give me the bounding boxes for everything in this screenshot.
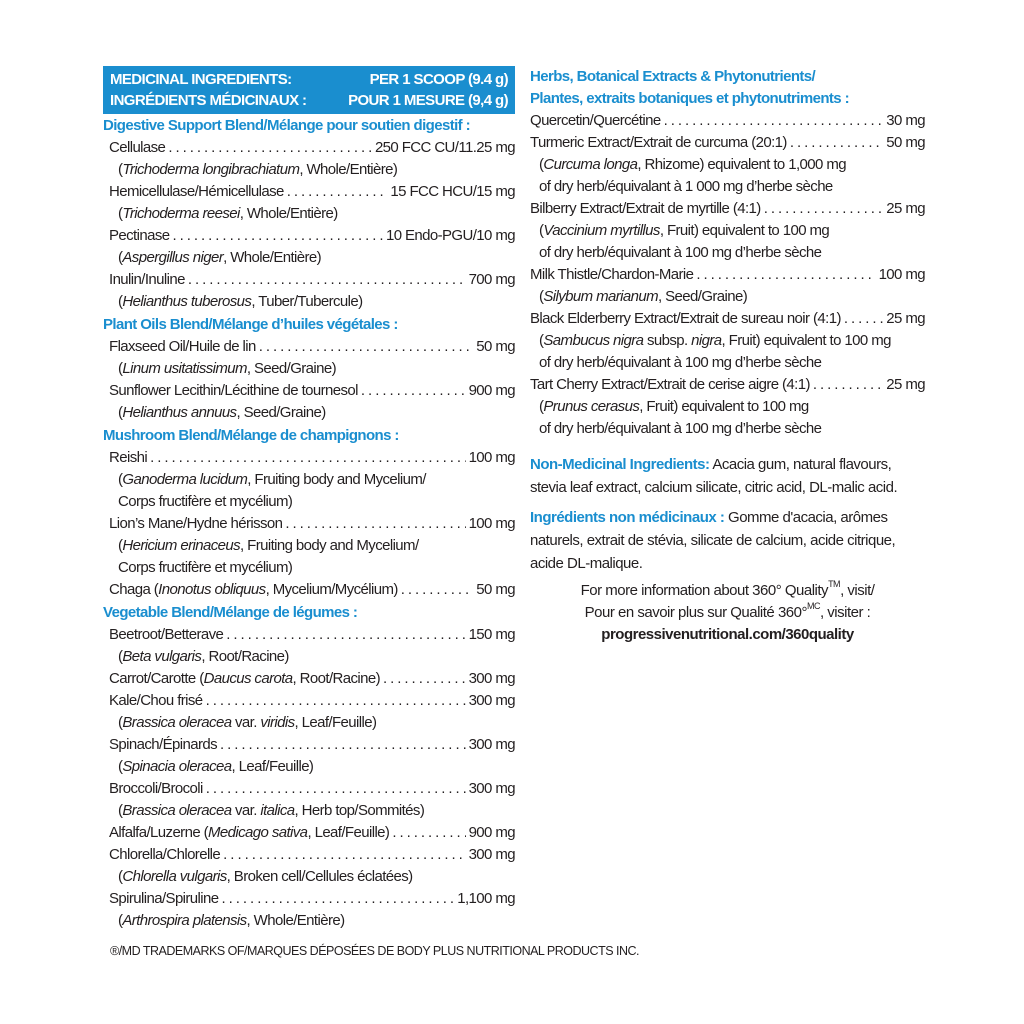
ingredient-line [109, 137, 515, 159]
ingredient-amount: 30 mg [886, 112, 925, 129]
ingredient-item [103, 336, 515, 380]
ingredient-amount: 300 mg [468, 736, 515, 753]
ingredient-line [109, 336, 515, 358]
ingredient-item [103, 181, 515, 225]
ingredient-source: (Chlorella vulgaris, Broken cell/Cellules éclatées) [118, 868, 413, 885]
ingredient-name: Hemicellulase/Hémicellulase [109, 183, 284, 200]
ingredient-source: (Trichoderma reesei, Whole/Entière) [118, 205, 338, 222]
header-left-en: MEDICINAL INGREDIENTS: [110, 71, 292, 88]
ingredient-amount: 300 mg [468, 692, 515, 709]
ingredient-item [530, 264, 925, 308]
ingredient-amount: 700 mg [468, 271, 515, 288]
ingredient-name: Beetroot/Betterave [109, 626, 224, 643]
more-info-en-text: For more information about 360° Quality [580, 582, 829, 599]
ingredient-item [103, 447, 515, 513]
header-right-fr: POUR 1 MESURE (9,4 g) [348, 92, 508, 109]
ingredient-name: Carrot/Carotte (Daucus carota, Root/Racine) [109, 670, 381, 687]
ingredient-source: (Arthrospira platensis, Whole/Entière) [118, 912, 345, 929]
dot-leader [172, 225, 382, 247]
herbs-column [530, 66, 925, 575]
ingredient-source: (Trichoderma longibrachiatum, Whole/Entière) [118, 161, 398, 178]
ingredient-amount: 50 mg [886, 134, 925, 151]
ingredient-source: (Curcuma longa, Rhizome) equivalent to 1,000 mg [539, 156, 846, 173]
ingredients-header [103, 66, 515, 114]
ingredient-item [530, 308, 925, 374]
blend-title: Plant Oils Blend/Mélange d’huiles végétales : [103, 316, 398, 333]
ingredient-amount: 25 mg [886, 310, 925, 327]
header-right-en: PER 1 SCOOP (9.4 g) [369, 71, 508, 88]
ingredient-name: Lion’s Mane/Hydne hérisson [109, 515, 283, 532]
dot-leader [188, 269, 466, 291]
ingredient-source: (Spinacia oleracea, Leaf/Feuille) [118, 758, 314, 775]
ingredient-source: (Beta vulgaris, Root/Racine) [118, 648, 289, 665]
ingredient-amount: 300 mg [468, 780, 515, 797]
ingredient-amount: 900 mg [468, 824, 515, 841]
ingredient-amount: 50 mg [476, 581, 515, 598]
ingredient-item [530, 110, 925, 132]
ingredient-item [103, 822, 515, 844]
ingredient-name: Alfalfa/Luzerne (Medicago sativa, Leaf/Feuille) [109, 824, 390, 841]
ingredient-line [109, 822, 515, 844]
ingredient-amount: 250 FCC CU/11.25 mg [374, 139, 515, 156]
ingredient-name: Quercetin/Quercétine [530, 112, 661, 129]
ingredient-line [530, 110, 925, 132]
medicinal-ingredients-column [103, 66, 515, 932]
ingredient-source: Corps fructifère et mycélium) [118, 493, 293, 510]
blend-title: Vegetable Blend/Mélange de légumes : [103, 604, 358, 621]
ingredient-name: Turmeric Extract/Extrait de curcuma (20:1) [530, 134, 787, 151]
ingredient-name: Chlorella/Chlorelle [109, 846, 221, 863]
ingredient-amount: 1,100 mg [457, 890, 515, 907]
non-medicinal-label-fr: Ingrédients non médicinaux : [530, 509, 725, 526]
ingredient-source: (Hericium erinaceus, Fruiting body and Mycelium/ [118, 537, 419, 554]
ingredient-item [103, 380, 515, 424]
ingredient-name: Inulin/Inuline [109, 271, 185, 288]
ingredient-source: of dry herb/équivalant à 100 mg d’herbe sèche [539, 244, 822, 261]
ingredient-source: (Aspergillus niger, Whole/Entière) [118, 249, 322, 266]
dot-leader [764, 198, 884, 220]
ingredient-item [103, 778, 515, 822]
trademark-footer: ®/MD TRADEMARKS OF/MARQUES DÉPOSÉES DE BODY PLUS NUTRITIONAL PRODUCTS INC. [110, 944, 640, 958]
ingredient-source: (Brassica oleracea var. italica, Herb top/Sommités) [118, 802, 425, 819]
ingredient-name: Tart Cherry Extract/Extrait de cerise aigre (4:1) [530, 376, 810, 393]
ingredient-line [530, 198, 925, 220]
non-medicinal-fr [530, 506, 925, 575]
more-info-en-visit: , visit/ [840, 582, 875, 599]
ingredient-name: Milk Thistle/Chardon-Marie [530, 266, 694, 283]
herbs-title-fr: Plantes, extraits botaniques et phytonutriments : [530, 90, 849, 107]
ingredient-amount: 10 Endo-PGU/10 mg [385, 227, 515, 244]
ingredient-line [109, 269, 515, 291]
dot-leader [285, 513, 465, 535]
ingredient-line [109, 380, 515, 402]
ingredient-name: Chaga (Inonotus obliquus, Mycelium/Mycélium) [109, 581, 398, 598]
more-info-line-en [530, 580, 925, 602]
ingredient-item [103, 137, 515, 181]
ingredient-amount: 25 mg [886, 200, 925, 217]
ingredient-line [530, 374, 925, 396]
ingredient-name: Cellulase [109, 139, 166, 156]
ingredient-item [103, 624, 515, 668]
ingredient-name: Black Elderberry Extract/Extrait de sureau noir (4:1) [530, 310, 841, 327]
ingredient-line [109, 888, 515, 910]
ingredient-item [103, 888, 515, 932]
dot-leader [168, 137, 372, 159]
dot-leader [223, 844, 465, 866]
non-medicinal-text-fr: Gomme d'acacia, arômes naturels, extrait de stévia, silicate de calcium, acide citrique, acide DL-malique. [530, 509, 896, 572]
more-info-line-fr [530, 602, 925, 624]
ingredient-source: of dry herb/équivalant à 1 000 mg d’herbe sèche [539, 178, 833, 195]
dot-leader [259, 336, 474, 358]
ingredient-amount: 100 mg [878, 266, 925, 283]
dot-leader [150, 447, 465, 469]
dot-leader [287, 181, 388, 203]
trademark-sup: TM [828, 579, 841, 589]
ingredient-line [109, 225, 515, 247]
ingredient-source: (Linum usitatissimum, Seed/Graine) [118, 360, 337, 377]
ingredient-line [109, 844, 515, 866]
ingredient-source: (Brassica oleracea var. viridis, Leaf/Feuille) [118, 714, 377, 731]
ingredient-line [109, 690, 515, 712]
ingredient-amount: 300 mg [468, 670, 515, 687]
ingredient-name: Bilberry Extract/Extrait de myrtille (4:1) [530, 200, 761, 217]
header-left-fr: INGRÉDIENTS MÉDICINAUX : [110, 92, 307, 109]
ingredient-amount: 900 mg [468, 382, 515, 399]
ingredient-line [109, 447, 515, 469]
ingredient-item [103, 579, 515, 601]
dot-leader [790, 132, 883, 154]
ingredient-source: of dry herb/équivalant à 100 mg d’herbe sèche [539, 354, 822, 371]
more-info-fr-text: Pour en savoir plus sur Qualité 360° [584, 604, 807, 621]
ingredient-name: Pectinase [109, 227, 170, 244]
ingredient-line [109, 624, 515, 646]
blend-title: Digestive Support Blend/Mélange pour soutien digestif : [103, 117, 471, 134]
blend-sections [103, 115, 515, 932]
ingredient-line [109, 778, 515, 800]
ingredient-source: (Sambucus nigra subsp. nigra, Fruit) equivalent to 100 mg [539, 332, 891, 349]
ingredient-amount: 300 mg [468, 846, 515, 863]
ingredient-name: Reishi [109, 449, 148, 466]
ingredient-item [103, 513, 515, 579]
dot-leader [392, 822, 465, 844]
ingredient-source: (Vaccinium myrtillus, Fruit) equivalent to 100 mg [539, 222, 830, 239]
ingredient-item [530, 374, 925, 440]
more-info [530, 580, 925, 646]
non-medicinal-label-en: Non-Medicinal Ingredients: [530, 456, 710, 473]
ingredient-source: (Silybum marianum, Seed/Graine) [539, 288, 748, 305]
mc-sup: MC [806, 601, 820, 611]
ingredient-name: Spinach/Épinards [109, 736, 217, 753]
dot-leader [664, 110, 884, 132]
ingredient-name: Spirulina/Spiruline [109, 890, 219, 907]
ingredient-source: (Prunus cerasus, Fruit) equivalent to 100 mg [539, 398, 809, 415]
ingredient-amount: 15 FCC HCU/15 mg [390, 183, 515, 200]
non-medicinal-en [530, 453, 925, 499]
ingredient-line [109, 181, 515, 203]
ingredient-line [109, 579, 515, 601]
ingredient-name: Flaxseed Oil/Huile de lin [109, 338, 256, 355]
herbs-title-en: Herbs, Botanical Extracts & Phytonutrients/ [530, 68, 816, 85]
ingredient-source: (Ganoderma lucidum, Fruiting body and Mycelium/ [118, 471, 426, 488]
ingredient-source: Corps fructifère et mycélium) [118, 559, 293, 576]
ingredient-line [530, 308, 925, 330]
ingredient-line [109, 668, 515, 690]
ingredient-amount: 50 mg [476, 338, 515, 355]
ingredient-line [109, 734, 515, 756]
herbs-list [530, 110, 925, 440]
ingredient-source: (Helianthus tuberosus, Tuber/Tubercule) [118, 293, 363, 310]
ingredient-name: Kale/Chou frisé [109, 692, 203, 709]
dot-leader [361, 380, 466, 402]
ingredient-item [103, 225, 515, 269]
ingredient-source: of dry herb/équivalant à 100 mg d’herbe sèche [539, 420, 822, 437]
dot-leader [401, 579, 474, 601]
ingredient-item [530, 198, 925, 264]
ingredient-amount: 150 mg [468, 626, 515, 643]
dot-leader [383, 668, 466, 690]
dot-leader [206, 690, 466, 712]
ingredient-name: Sunflower Lecithin/Lécithine de tournesol [109, 382, 358, 399]
ingredient-amount: 25 mg [886, 376, 925, 393]
ingredient-item [530, 132, 925, 198]
ingredient-source: (Helianthus annuus, Seed/Graine) [118, 404, 326, 421]
ingredient-item [103, 668, 515, 690]
ingredient-item [103, 734, 515, 778]
ingredient-amount: 100 mg [468, 449, 515, 466]
ingredient-amount: 100 mg [468, 515, 515, 532]
non-medicinal-text-en: Acacia gum, natural flavours, stevia leaf extract, calcium silicate, citric acid, DL-malic acid. [530, 456, 898, 496]
ingredient-name: Broccoli/Brocoli [109, 780, 203, 797]
ingredient-line [530, 132, 925, 154]
more-info-fr-visit: , visiter : [819, 604, 871, 621]
ingredient-item [103, 269, 515, 313]
dot-leader [813, 374, 883, 396]
dot-leader [206, 778, 466, 800]
blend-title: Mushroom Blend/Mélange de champignons : [103, 427, 399, 444]
ingredient-line [109, 513, 515, 535]
dot-leader [222, 888, 455, 910]
dot-leader [696, 264, 875, 286]
dot-leader [226, 624, 465, 646]
dot-leader [844, 308, 883, 330]
dot-leader [220, 734, 466, 756]
quality-url-link[interactable]: progressivenutritional.com/360quality [601, 626, 854, 643]
ingredient-item [103, 844, 515, 888]
ingredient-item [103, 690, 515, 734]
ingredient-line [530, 264, 925, 286]
